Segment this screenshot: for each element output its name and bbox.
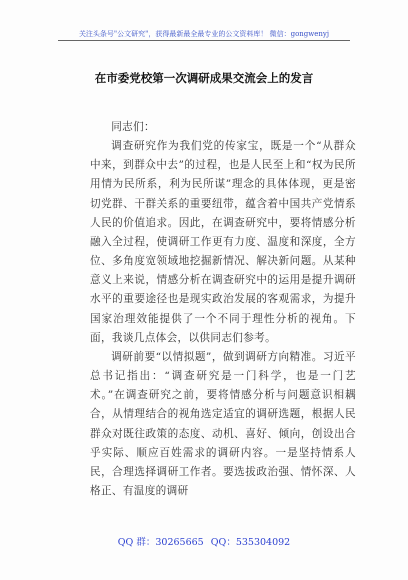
- document-title: 在市委党校第一次调研成果交流会上的发言: [94, 71, 314, 85]
- body-paragraph: 调研前要“以情拟题”，做到调研方向精准。习近平总书记指出：“调查研究是一门科学，也是一门艺术。”在调查研究之前，要将情感分析与问题意识相耦合，从情理结合的视角选定适宜的调研选题，根据人民群众对既往政策的态度、动机、喜好、倾向，创设出合乎实际、顺应百姓需求的调研内容。一是坚持情系人民，合理选择调研工作者。要选拔政治强、情怀深、人格正、有温度的调研: [90, 350, 356, 497]
- footer-qq: QQ：535304092: [210, 537, 291, 548]
- header-divider: [58, 40, 350, 41]
- salutation: 同志们：: [111, 121, 155, 133]
- body-paragraph: 调查研究作为我们党的传家宝，既是一个“从群众中来，到群众中去”的过程，也是人民至上和“权为民所用情为民所系，利为民所谋”理念的具体体现，更是密切党群、干群关系的重要纽带，蕴含着中国共产党情系人民的价值追求。因此，在调查研究中，要将情感分析融入全过程，使调研工作更有力度、温度和深度，全方位、多角度宽领域地挖掘新情况、解决新问题。从某种意义上来说，情感分析在调查研究中的运用是提升调研水平的重要途径也是现实政治发展的客观需求，为提升国家治理效能提供了一个不同于理性分析的视角。下面，我谈几点体会，以供同志们参考。: [90, 140, 356, 344]
- footer-qq-group: QQ 群：30265665: [117, 537, 204, 548]
- footer-contact: [0, 534, 408, 548]
- document-body: [90, 118, 356, 501]
- header-note: 关注头条号"公文研究"，获得最新最全最专业的公文资料库！ 微信：gongwenyj: [78, 30, 330, 38]
